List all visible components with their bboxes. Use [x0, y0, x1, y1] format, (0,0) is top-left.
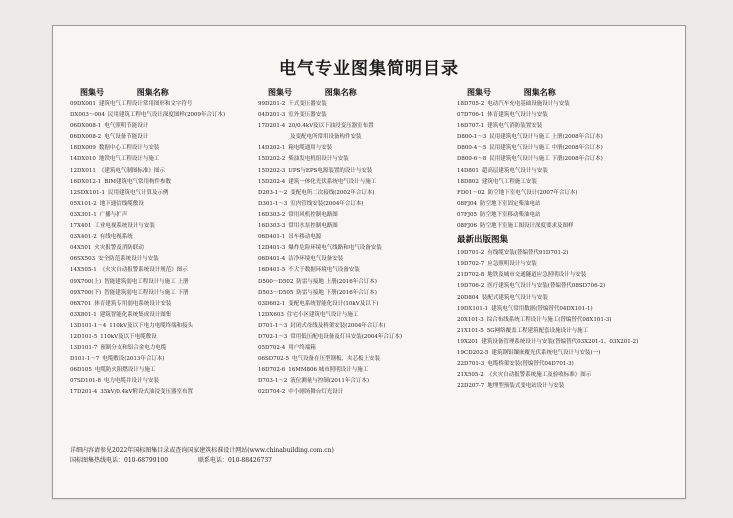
list-item — [457, 110, 682, 121]
atlas-code: D800-1～3 — [457, 134, 487, 141]
list-item — [258, 299, 458, 310]
list-item — [457, 270, 682, 281]
list-item — [457, 304, 682, 315]
atlas-name: 《火灾自动报警系统设计规范》图示 — [99, 267, 188, 274]
atlas-name: 16MM806 城市照明设计与施工 — [288, 367, 369, 374]
atlas-name: 变配电所二次接线(2002年合订本) — [290, 189, 375, 196]
new-publications-list — [457, 248, 682, 392]
atlas-code: 22D701-3 — [457, 361, 485, 368]
atlas-code: 12DX011 — [70, 167, 96, 174]
atlas-name: 防空地下室施工图设计深度要求及图样 — [480, 223, 574, 230]
atlas-code: 07FJ05 — [457, 211, 478, 218]
atlas-name: 建筑电气工程施工安装 — [481, 178, 537, 185]
atlas-name: 预制分支和铝合金电力电缆 — [100, 345, 167, 352]
atlas-name: 应急照明设计与安装 — [487, 261, 537, 268]
list-item — [70, 188, 268, 199]
list-item — [457, 210, 682, 221]
atlas-name: 20/0.4kV及以下油浸变压器室布置 — [288, 123, 374, 130]
atlas-code: 19D706-2 — [457, 283, 485, 290]
column-header — [258, 86, 458, 99]
list-item — [258, 154, 458, 165]
atlas-code: D500～D502 — [258, 278, 294, 285]
atlas-code: 13D101-7 — [70, 345, 98, 352]
atlas-name: 防空地下室移动柴油电站 — [480, 211, 541, 218]
atlas-name: 电缆防火阻燃设计与施工 — [94, 367, 156, 374]
list-item — [457, 370, 682, 381]
atlas-name: 防空地下室电气设计(2007年合订本) — [487, 189, 578, 196]
column-header — [457, 86, 682, 99]
atlas-code: 12D101-5 — [70, 333, 98, 340]
list-item — [258, 188, 458, 199]
atlas-name: 建筑一体化光伏系统电气设计与施工 — [288, 178, 377, 185]
atlas-name: 广播与扩声 — [99, 211, 128, 218]
atlas-code: 18DX009 — [70, 145, 96, 152]
atlas-code: 03D602-1 — [258, 300, 286, 307]
atlas-name: 及变配电所常用设备构件安装 — [290, 134, 362, 141]
atlas-name: 电缆敷设(2013年合订本) — [102, 356, 165, 363]
atlas-code: 06SX503 — [70, 256, 96, 263]
list-item — [258, 288, 458, 299]
atlas-code: 06DX008-1 — [70, 123, 102, 130]
list-item — [457, 337, 682, 348]
atlas-name: 干式变压器安装 — [288, 101, 327, 107]
atlas-name: 建筑设备管理系统设计与安装(替编替代03X201-1、03X201-2) — [481, 338, 639, 345]
list-item — [457, 121, 682, 132]
atlas-name: UPS与EPS电源装置的设计与安装 — [288, 167, 373, 174]
footer-phones — [70, 456, 334, 466]
atlas-code: 17D201-4 — [258, 123, 286, 130]
atlas-code: 19D701-2 — [457, 250, 485, 257]
list-item — [258, 365, 458, 376]
list-item — [457, 221, 682, 232]
atlas-code: 21X505-2 — [457, 372, 484, 379]
list-item — [258, 132, 458, 143]
list-item — [457, 166, 682, 177]
list-item — [457, 199, 682, 210]
header-name: 图集名称 — [324, 88, 357, 97]
list-item — [70, 199, 268, 210]
atlas-code: 04X501 — [70, 245, 92, 252]
list-item — [258, 332, 458, 343]
atlas-name: 5G网络覆盖工程建筑配套设施设计与施工 — [486, 327, 589, 334]
list-item — [258, 265, 458, 276]
list-item — [457, 326, 682, 337]
atlas-name: 电气设备在压型钢板、夹芯板上安装 — [292, 356, 381, 363]
atlas-name: 体育建筑专用弱电系统设计安装 — [94, 300, 172, 307]
list-item — [457, 177, 682, 188]
atlas-code: 16D303-2 — [258, 211, 286, 218]
list-item — [258, 310, 458, 321]
atlas-name: 综合布线系统工程设计与施工(替编替代08X101-3) — [486, 316, 612, 323]
list-item — [258, 121, 458, 132]
atlas-code: 17D201-4 — [70, 389, 98, 396]
atlas-name: 建筑电气消防装置安装 — [487, 123, 543, 130]
atlas-name: 防雷与接地 上册(2016年合订本) — [296, 278, 377, 285]
atlas-name: 用户终端箱 — [288, 345, 316, 352]
list-item — [70, 343, 268, 354]
atlas-code: 18D802 — [457, 178, 479, 185]
atlas-name: 封闭式母线及桥架安装(2004年合订本) — [290, 322, 386, 329]
atlas-name: 超高层建筑电气设计与安装 — [481, 167, 548, 174]
atlas-name: 常用水泵控制电路图 — [288, 223, 338, 230]
atlas-code: 15D202-3 — [258, 167, 286, 174]
list-item — [457, 315, 682, 326]
list-item — [70, 277, 268, 288]
atlas-code: 16D401-5 — [258, 267, 286, 274]
atlas-name: 建筑钢铝镶嵌覆光伏系统电气设计与安装(一) — [491, 349, 601, 356]
atlas-name: 变配电系统智能化设计(10kV及以下) — [288, 300, 379, 307]
atlas-name: 《建筑电气制图标准》图示 — [98, 167, 165, 174]
list-item — [70, 121, 268, 132]
atlas-name: 建筑电气工程设计常用图形和文字符号 — [98, 101, 193, 107]
atlas-name: 智能建筑弱电工程设计与施工 上册 — [104, 278, 189, 285]
header-name: 图集名称 — [523, 88, 556, 97]
atlas-code: 05X101-2 — [70, 200, 97, 207]
atlas-name: 安全防范系统设计与安装 — [98, 256, 159, 263]
list-item — [457, 381, 682, 392]
atlas-code: 21X101-5 — [457, 327, 484, 334]
atlas-name: 地铁电气工程设计与施工 — [98, 156, 160, 163]
atlas-code: 22D207-7 — [457, 383, 485, 390]
atlas-code: D800-6～8 — [457, 156, 487, 163]
atlas-name: 110kV及以下电缆敷设 — [100, 333, 157, 340]
atlas-code: 08FJ06 — [457, 223, 478, 230]
list-item — [258, 232, 458, 243]
list-item — [258, 210, 458, 221]
atlas-name: 有线缆安装(替编替代91D701-2) — [487, 250, 569, 257]
atlas-code: 13D101-1～4 — [70, 322, 107, 329]
atlas-code: 14D202-1 — [258, 145, 286, 152]
atlas-code: 15D202-2 — [258, 156, 286, 163]
atlas-name: 电缆桥架安装(替编替代04D701-3) — [487, 361, 574, 368]
list-item — [258, 354, 458, 365]
list-item — [70, 265, 268, 276]
atlas-code: 21D702-8 — [457, 272, 485, 279]
atlas-name: 民用建筑电气计算及示例 — [107, 189, 169, 196]
list-item — [258, 376, 458, 387]
atlas-code: 14X505-1 — [70, 267, 97, 274]
list-item — [258, 99, 458, 110]
atlas-code: 19CD202-5 — [457, 349, 489, 356]
atlas-code: 09X700(下) — [70, 289, 102, 296]
atlas-code: 04D201-3 — [258, 112, 286, 119]
list-item — [258, 221, 458, 232]
atlas-code: D702-1～3 — [258, 333, 288, 340]
atlas-name: 常用低压配电设备及灯具安装(2004年合订本) — [290, 333, 403, 340]
catalog-sheet — [52, 25, 686, 499]
atlas-code: 14D801 — [457, 167, 479, 174]
atlas-code: 03X301-1 — [70, 211, 97, 218]
list-item — [457, 348, 682, 359]
atlas-name: 中小剧场舞台灯光设计 — [288, 389, 344, 396]
atlas-name: 火灾报警及消防联动 — [94, 245, 144, 252]
list-item — [258, 199, 458, 210]
atlas-code: 14DX010 — [70, 156, 96, 163]
atlas-name: 爆炸危险环境电气线路和电气设备安装 — [288, 245, 382, 252]
contact-phone-text: 联系电话：010-88426737 — [197, 457, 272, 464]
list-item — [70, 376, 268, 387]
column-3 — [457, 86, 682, 392]
atlas-name: 建筑电气常用数据(替编替代04DX101-1) — [491, 305, 593, 312]
list-item — [457, 143, 682, 154]
list-item — [70, 321, 268, 332]
header-code: 图集号 — [467, 88, 491, 97]
atlas-code: D703-1～2 — [258, 378, 288, 385]
atlas-code: 15D202-4 — [258, 178, 286, 185]
list-item — [258, 321, 458, 332]
atlas-name: 液位测量与控制(2011年合订本) — [290, 378, 370, 385]
atlas-name: 《火灾自动报警系统施工及验收标准》图示 — [486, 372, 592, 379]
atlas-name: 装配式建筑电气设计与安装 — [481, 294, 548, 301]
list-item — [258, 243, 458, 254]
atlas-code: 06DX008-2 — [70, 134, 102, 141]
list-item — [70, 177, 268, 188]
atlas-name: 常用风机控制电路图 — [288, 211, 338, 218]
list-item — [258, 254, 458, 265]
atlas-code: 20X101-3 — [457, 316, 484, 323]
new-section-title: 最新出版图集 — [457, 235, 509, 246]
atlas-name: 吊车移动电源 — [288, 234, 322, 241]
atlas-code: 02D704-2 — [258, 389, 286, 396]
atlas-code: 18D705-2 — [457, 101, 485, 107]
list-item — [70, 99, 268, 110]
list-item — [457, 99, 682, 110]
atlas-code: 09X700(上) — [70, 278, 102, 285]
atlas-code: FD01～02 — [457, 189, 485, 196]
atlas-code: D301-1～3 — [258, 200, 288, 207]
atlas-code: 06SD702-5 — [258, 356, 290, 363]
atlas-code: 12DX603 — [258, 311, 284, 318]
list-item — [70, 154, 268, 165]
atlas-name: 智能建筑弱电工程设计与施工 下册 — [104, 289, 189, 296]
hotline-text: 国标图集热线电话：010-68799100 — [70, 457, 169, 464]
atlas-name: 有线电视系统 — [99, 234, 133, 241]
atlas-code: 19X201 — [457, 338, 479, 345]
atlas-code: 17X401 — [70, 223, 92, 230]
list-item — [70, 288, 268, 299]
atlas-code: D503～D505 — [258, 289, 294, 296]
atlas-name: 电气设备节能设计 — [104, 134, 149, 141]
atlas-code: 06D401-4 — [258, 256, 286, 263]
footer — [70, 446, 334, 466]
atlas-name: 民用建筑工程电气设计深度图样(2009年合订本) — [107, 112, 226, 119]
list-item — [457, 188, 682, 199]
list-item — [457, 293, 682, 304]
atlas-code: 06D401-1 — [258, 234, 286, 241]
atlas-code: 03X801-1 — [70, 311, 97, 318]
header-name: 图集名称 — [136, 88, 169, 97]
atlas-code: 19D702-7 — [457, 261, 485, 268]
list-item — [70, 166, 268, 177]
atlas-name: 箱电缆通用与安装 — [288, 145, 333, 152]
atlas-name: 地埋型预装式变电站设计与安装 — [487, 383, 565, 390]
atlas-name: 民用建筑电气设计与施工 上册(2008年合订本) — [489, 134, 603, 141]
list-item — [70, 132, 268, 143]
atlas-name: 医疗建筑电气设计与安装(替编替代08SD706-2) — [487, 283, 606, 290]
atlas-code: 07D706-1 — [457, 112, 485, 119]
column-header — [70, 86, 268, 99]
atlas-code: DX003～004 — [70, 112, 105, 119]
atlas-code: 99D201-2 — [258, 101, 286, 107]
atlas-name: 地下通信线缆敷设 — [99, 200, 144, 207]
list-item — [258, 387, 458, 398]
atlas-code: 20D804 — [457, 294, 479, 301]
atlas-name: BIM建筑电气常用构件参数 — [104, 178, 172, 185]
atlas-code: 05D702-4 — [258, 345, 286, 352]
list-item — [457, 154, 682, 165]
atlas-name: 洁净环境电气设备安装 — [288, 256, 344, 263]
atlas-name: 110kV及以下电力电缆终端和接头 — [109, 322, 194, 329]
atlas-code: 06X701 — [70, 300, 92, 307]
atlas-name: 电动汽车充电基础设施设计与安装 — [487, 101, 570, 107]
atlas-code: 12SDX101-1 — [70, 189, 105, 196]
list-item — [258, 343, 458, 354]
atlas-name: 体育建筑电气设计与安装 — [487, 112, 548, 119]
list-item — [457, 259, 682, 270]
list-item — [457, 132, 682, 143]
list-item — [70, 254, 268, 265]
atlas-name: 不大于数据环境电气设备安装 — [288, 267, 360, 274]
atlas-code: 09DX001 — [70, 101, 96, 107]
list-item — [70, 365, 268, 376]
atlas-code: 16D702-6 — [258, 367, 286, 374]
list-item — [457, 248, 682, 259]
atlas-code: D101-1～7 — [70, 356, 100, 363]
list-item — [258, 277, 458, 288]
list-item — [258, 110, 458, 121]
catalog-list — [457, 99, 682, 232]
list-item — [70, 143, 268, 154]
header-code: 图集号 — [80, 88, 104, 97]
atlas-name: 柴油发电机组设计与安装 — [288, 156, 349, 163]
atlas-code: 16D303-3 — [258, 223, 286, 230]
atlas-code: 03X401-2 — [70, 234, 97, 241]
list-item — [457, 281, 682, 292]
list-item — [457, 359, 682, 370]
list-item — [258, 166, 458, 177]
atlas-name: 住宅小区建筑电气设计与施工 — [286, 311, 359, 318]
atlas-name: 地铁及城市交通隧道应急照明设计与安装 — [487, 272, 587, 279]
header-code: 图集号 — [268, 88, 292, 97]
list-item — [258, 143, 458, 154]
atlas-name: 电力电缆井设计与安装 — [104, 378, 160, 385]
atlas-code: D800-4～5 — [457, 145, 487, 152]
atlas-code: 08FJ04 — [457, 200, 478, 207]
atlas-code: 19DX101-1 — [457, 305, 489, 312]
atlas-code: 12D401-3 — [258, 245, 286, 252]
list-item — [70, 332, 268, 343]
list-item — [258, 177, 458, 188]
atlas-name: 35kV/0.4kV附设式油浸变压器室布置 — [100, 389, 193, 396]
atlas-code: 16DX012-1 — [70, 178, 102, 185]
list-item — [70, 232, 268, 243]
atlas-name: 室内管线安装(2004年合订本) — [290, 200, 364, 207]
atlas-name: 防空地下室固定柴油电站 — [480, 200, 541, 207]
atlas-name: 建筑智能化系统集成设计图集 — [99, 311, 172, 318]
column-2 — [258, 86, 458, 399]
list-item — [70, 210, 268, 221]
atlas-name: 数据中心工程设计与安装 — [98, 145, 160, 152]
atlas-name: 防雷与接地 下册(2016年合订本) — [296, 289, 377, 296]
list-item — [70, 243, 268, 254]
atlas-code: 06D105 — [70, 367, 92, 374]
atlas-code: 07SD101-8 — [70, 378, 102, 385]
list-item — [70, 387, 268, 398]
footer-note: 详细内容请参见2022年国标图集目录或查询国家建筑标准设计网站(www.chinabuilding.com.cn) — [70, 447, 334, 454]
list-item — [70, 110, 268, 121]
list-item — [70, 299, 268, 310]
catalog-list — [258, 99, 458, 399]
list-item — [70, 354, 268, 365]
atlas-name: 室外变压器安装 — [288, 112, 327, 119]
column-1 — [70, 86, 268, 399]
atlas-name: 电气照明节能设计 — [104, 123, 149, 130]
atlas-name: 民用建筑电气设计与施工 下册(2008年合订本) — [489, 156, 603, 163]
list-item — [70, 310, 268, 321]
atlas-code: 16D707-1 — [457, 123, 485, 130]
atlas-name: 民用建筑电气设计与施工 中册(2008年合订本) — [489, 145, 603, 152]
atlas-code: D701-1～3 — [258, 322, 288, 329]
atlas-code: D203-1～2 — [258, 189, 288, 196]
atlas-name: 工业电视系统设计与安装 — [94, 223, 155, 230]
list-item — [70, 221, 268, 232]
catalog-list — [70, 99, 268, 399]
page-title: 电气专业图集简明目录 — [279, 59, 459, 79]
